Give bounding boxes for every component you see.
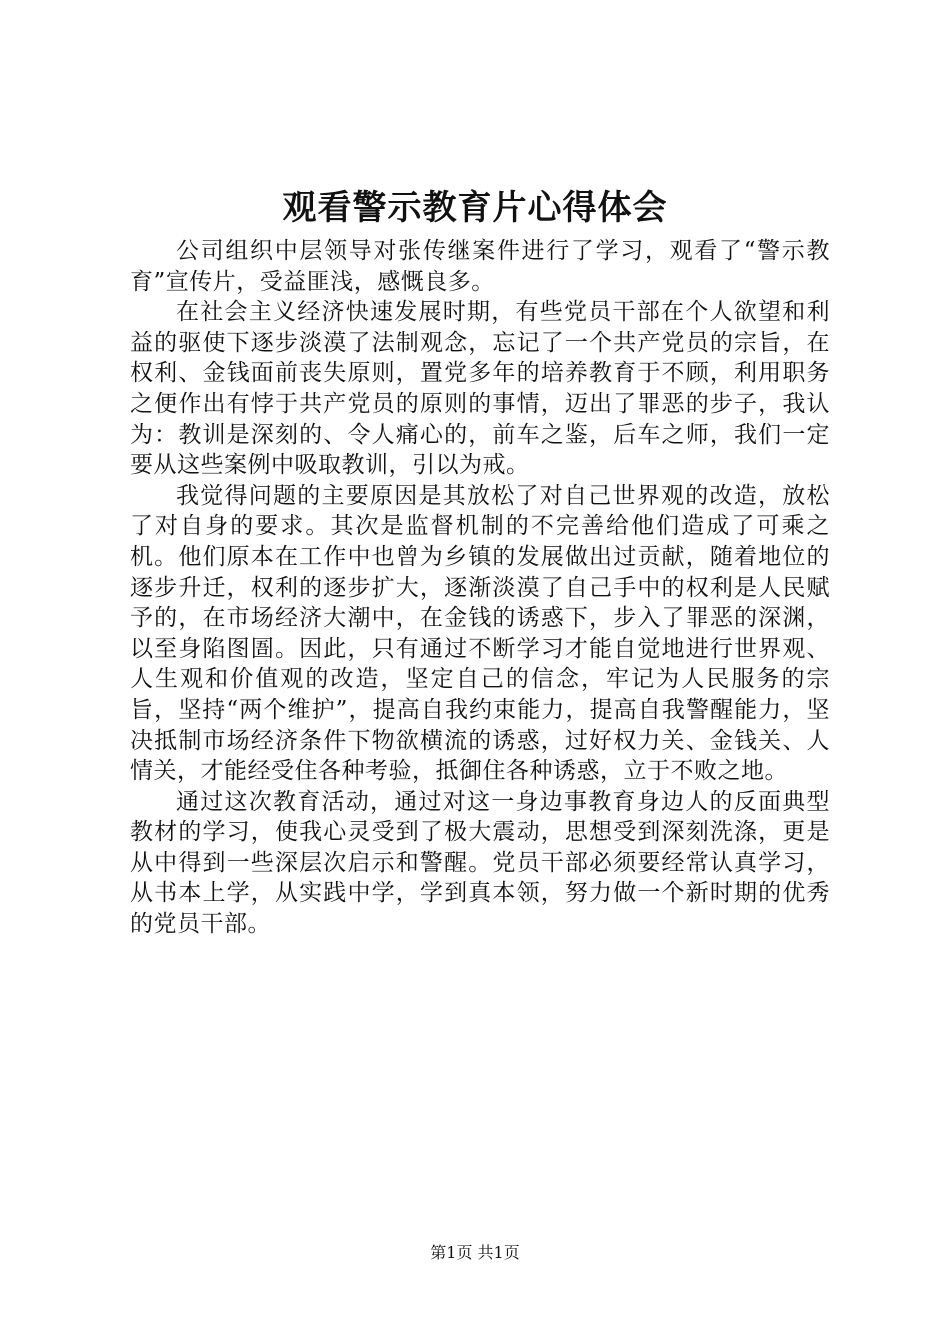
page-number-footer: 第1页 共1页 (430, 1243, 520, 1262)
paragraph-1: 公司组织中层领导对张传继案件进行了学习，观看了“警示教育”宣传片，受益匪浅，感慨良多。 (130, 238, 830, 295)
paragraph-4: 通过这次教育活动，通过对这一身边事教育身边人的反面典型教材的学习，使我心灵受到了极大震动，思想受到深刻洗涤，更是从中得到一些深层次启示和警醒。党员干部必须要经常认真学习，从书本上学，从实践中学，学到真本领，努力做一个新时期的优秀的党员干部。 (130, 788, 830, 938)
paragraph-2: 在社会主义经济快速发展时期，有些党员干部在个人欲望和利益的驱使下逐步淡漠了法制观念，忘记了一个共产党员的宗旨，在权利、金钱面前丧失原则，置党多年的培养教育于不顾，利用职务之便作出有悖于共产党员的原则的事情，迈出了罪恶的步子，我认为：教训是深刻的、令人痛心的，前车之鉴，后车之师，我们一定要从这些案例中吸取教训，引以为戒。 (130, 299, 830, 479)
document-body (130, 236, 830, 940)
document-title: 观看警示教育片心得体会 (282, 188, 668, 228)
paragraph-3: 我觉得问题的主要原因是其放松了对自己世界观的改造，放松了对自身的要求。其次是监督机制的不完善给他们造成了可乘之机。他们原本在工作中也曾为乡镇的发展做出过贡献，随着地位的逐步升迁，权利的逐步扩大，逐渐淡漠了自己手中的权利是人民赋予的，在市场经济大潮中，在金钱的诱惑下，步入了罪恶的深渊，以至身陷图圄。因此，只有通过不断学习才能自觉地进行世界观、人生观和价值观的改造，坚定自己的信念，牢记为人民服务的宗旨，坚持“两个维护”，提高自我约束能力，提高自我警醒能力，坚决抵制市场经济条件下物欲横流的诱惑，过好权力关、金钱关、人情关，才能经受住各种考验，抵御住各种诱惑，立于不败之地。 (130, 482, 830, 785)
